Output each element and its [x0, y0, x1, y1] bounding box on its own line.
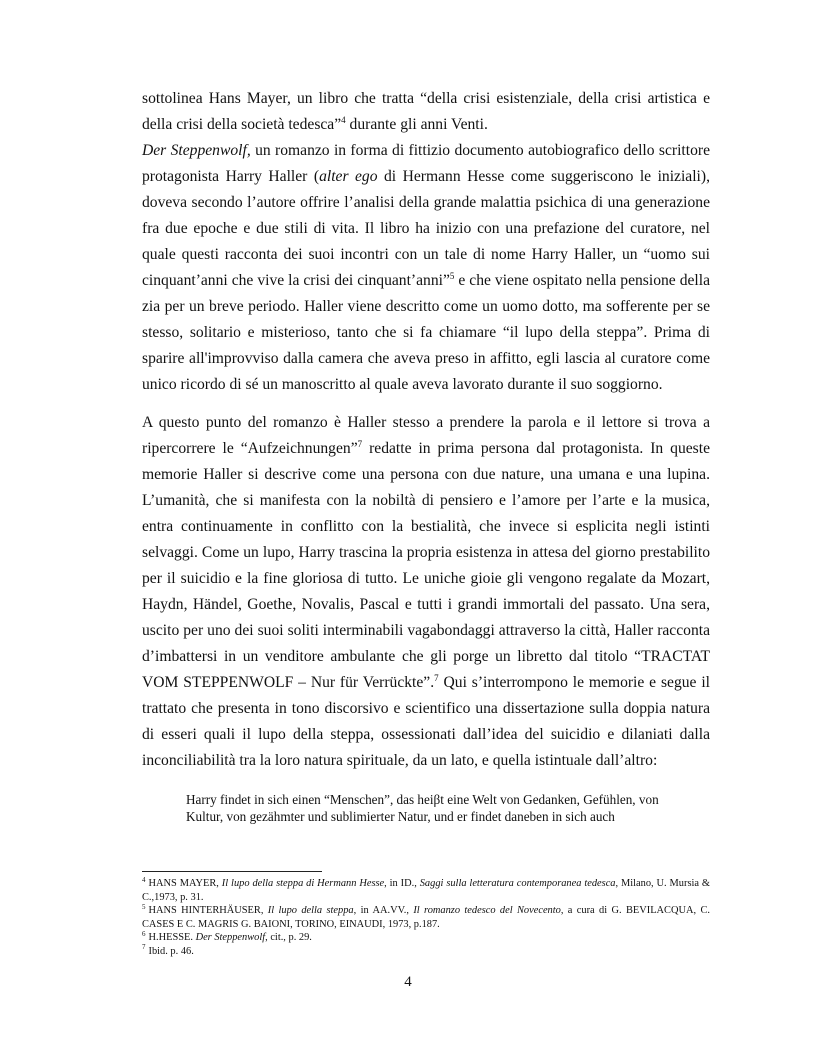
footnote-7: $^7$ Ibid. p. 46. [142, 943, 194, 957]
footnote-4: $^4$ HANS MAYER, Il lupo della steppa di Hermann Hesse, in ID., Saggi sulla letteratura contemporanea tedesca, Milano, U. Mursia & C.,1973, p. 31. [142, 875, 710, 903]
footnote-ref-7[interactable]: 7 [434, 672, 439, 683]
footnote-ref-4[interactable]: 4 [341, 114, 346, 125]
paragraph-1: sottolinea Hans Mayer, un libro che tratta “della crisi esistenziale, della crisi artistica e della crisi della società tedesca”$^4$ durante gli anni Venti. [142, 90, 710, 133]
body-text [142, 86, 710, 774]
book-title: Der Steppenwolf, [142, 142, 251, 159]
footnote-6: $^6$ H.HESSE. Der Steppenwolf, cit., p. 29. [142, 929, 312, 943]
paragraph-3: A questo punto del romanzo è Haller stesso a prendere la parola e il lettore si trova a ripercorrere le “Aufzeichnungen”$^7$ redatte in prima persona dal protagonista. In queste memorie Haller si descrive come una persona con due nature, una umana e una lupina. L’umanità, che si manifesta con la nobiltà di pensiero e l’amore per l’arte e la musica, entra continuamente in conflitto con la bestialità, che invece si esplicita negli istinti selvaggi. Come un lupo, Harry trascina la propria esistenza in attesa del giorno prestabilito per il suicidio e la fine gloriosa di tutto. Le uniche gioie gli vengono regalate da Mozart, Haydn, Händel, Goethe, Novalis, Pascal e tutti i grandi immortali del passato. Una sera, uscito per uno dei suoi soliti interminabili vagabondaggi attraverso la città, Haller racconta d’imbattersi in un venditore ambulante che gli porge un libretto dal titolo “TRACTAT VOM STEPPENWOLF – Nur für Verrückte”.$^7$ Qui s’interrompono le memorie e segue il trattato che presenta in tono discorsivo e scientifico una dissertazione sulla doppia natura di esseri quali il lupo della steppa, ossessionati dall’idea del suicidio e dilaniati dalla inconciliabilità tra la loro natura spirituale, da un lato, e quella istintuale dall’altro: [142, 414, 711, 769]
paragraph-2: Der Steppenwolf, un romanzo in forma di fittizio documento autobiografico dello scrittore protagonista Harry Haller (alter ego di Hermann Hesse come suggeriscono le iniziali), doveva secondo l’autore offrire l’analisi della grande malattia psichica di una generazione fra due epoche e due stili di vita. Il libro ha inizio con una prefazione del curatore, nel quale questi racconta dei suoi incontri con un tale di nome Harry Haller, un “uomo sui cinquant’anni che vive la crisi dei cinquant’anni”$^5$ e che viene ospitato nella pensione della zia per un breve periodo. Haller viene descritto come un uomo dotto, ma sofferente per se stesso, solitario e misterioso, tanto che si fa chiamare “il lupo della steppa”. Prima di sparire all'improvviso dalla camera che aveva preso in affitto, egli lascia al curatore come unico ricordo di sé un manoscritto al quale aveva lavorato durante il suo soggiorno. [142, 142, 710, 393]
footnote-5: $^5$ HANS HINTERHÄUSER, Il lupo della steppa, in AA.VV., Il romanzo tedesco del Novecento, a cura di G. BEVILACQUA, C. CASES E C. MAGRIS G. BAIONI, TORINO, EINAUDI, 1973, p.187. [142, 902, 710, 930]
alter-ego-term: alter ego [319, 168, 378, 185]
footnote-divider [142, 871, 322, 872]
block-quote: Harry findet in sich einen “Menschen”, das heiβt eine Welt von Gedanken, Gefühlen, von Kultur, von gezähmter und sublimierter Natur, und er findet daneben in sich auch [186, 792, 659, 824]
footnote-ref-6[interactable]: 7 [357, 438, 363, 449]
footnote-ref-5[interactable]: 5 [449, 270, 455, 281]
page-number: 4 [404, 974, 412, 990]
footnotes [142, 877, 710, 958]
